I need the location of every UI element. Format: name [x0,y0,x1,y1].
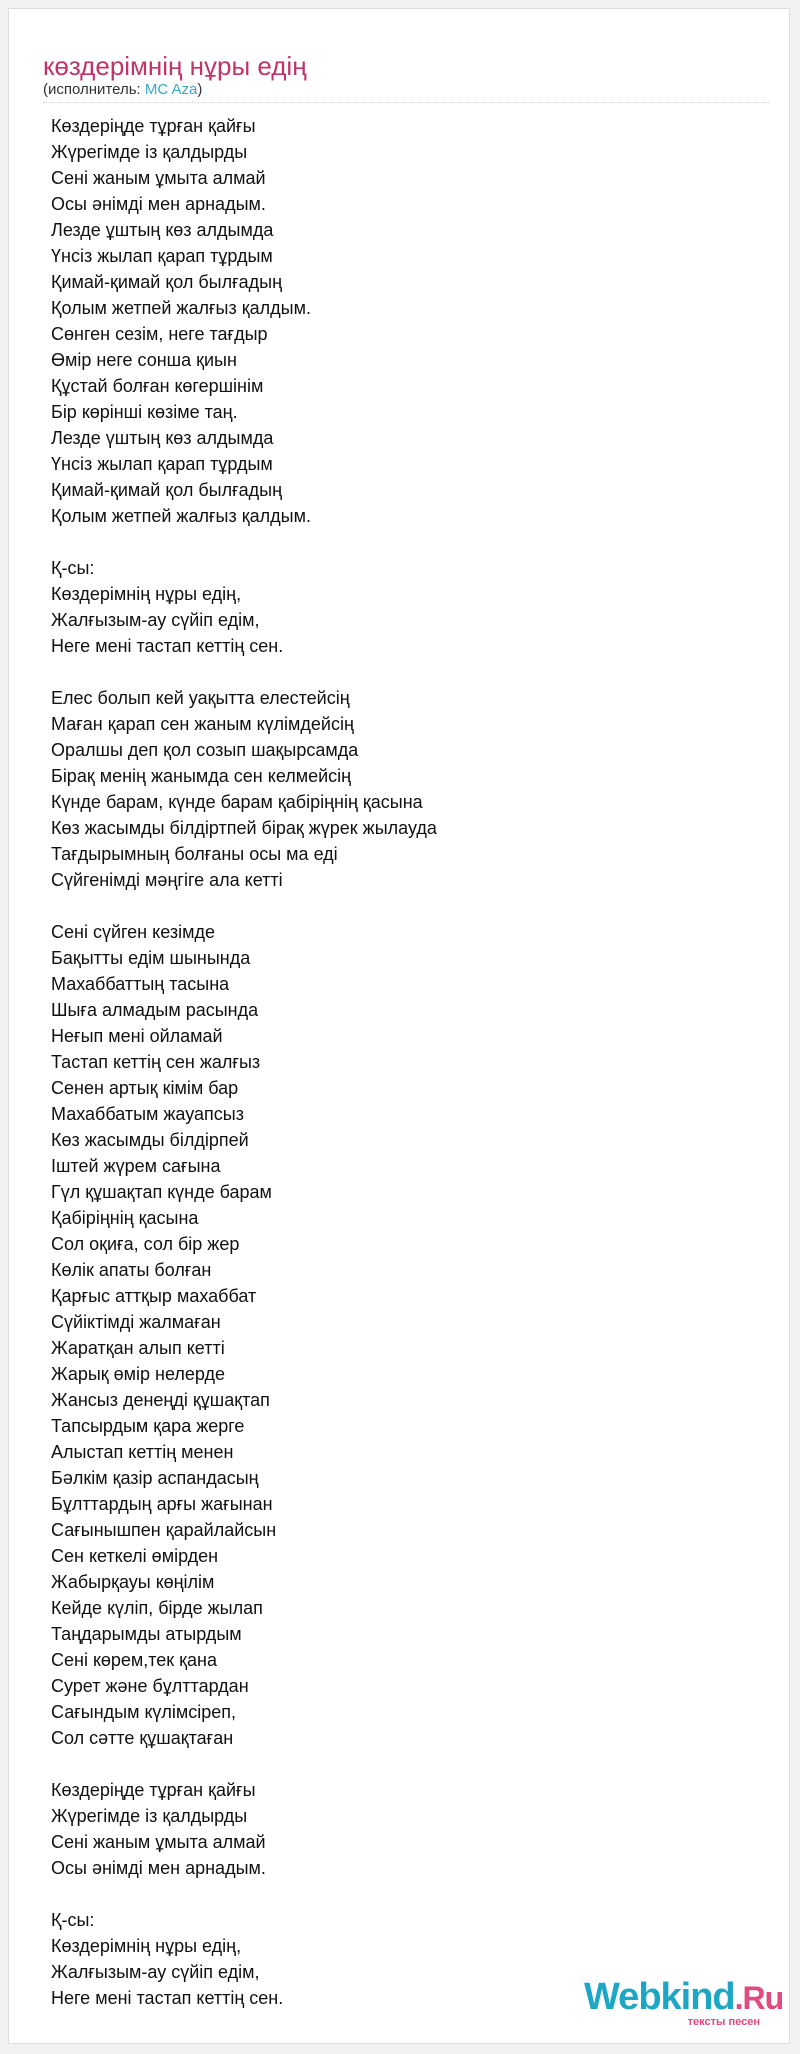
stanza-break [51,529,437,555]
lyric-line: Неғып мені ойламай [51,1026,223,1046]
lyric-line: Үнсіз жылап қарап тұрдым [51,246,273,266]
lyric-line: Көз жасымды білдірпей [51,1130,249,1150]
stanza-break [51,659,437,685]
lyric-line: Сені сүйген кезімде [51,922,215,942]
lyric-line: Сол сәтте құшақтаған [51,1728,234,1748]
lyric-line: Неге мені тастап кеттің сен. [51,636,284,656]
lyric-line: Бақытты едім шынында [51,948,251,968]
logo-tagline: тексты песен [687,2016,760,2028]
lyric-line: Іштей жүрем сағына [51,1156,221,1176]
stanza-break [51,1751,437,1777]
lyric-line: Көздерімнің нұры едің, [51,1936,242,1956]
lyric-line: Сол оқиға, сол бір жер [51,1234,240,1254]
lyric-line: Сурет және бұлттардан [51,1676,249,1696]
lyric-line: Қимай-қимай қол былғадың [51,272,283,292]
lyric-line: Жансыз денеңді құшақтап [51,1390,270,1410]
lyric-line: Лезде үштың көз алдымда [51,428,274,448]
lyric-line: Көлік апаты болған [51,1260,212,1280]
lyric-line: Қ-сы: [51,1910,95,1930]
lyric-line: Шыға алмадым расында [51,1000,259,1020]
lyric-line: Күнде барам, күнде барам қабіріңнің қасына [51,792,423,812]
lyric-line: Неге мені тастап кеттің сен. [51,1988,284,2008]
lyric-line: Тастап кеттің сен жалғыз [51,1052,261,1072]
title-divider [43,102,769,103]
logo-name: Webkind [584,1976,735,2018]
lyric-line: Жалғызым-ау сүйіп едім, [51,610,260,630]
lyric-line: Сөнген сезім, неге тағдыр [51,324,268,344]
lyrics-text [51,113,437,2011]
logo-wordmark [584,1976,783,2019]
lyric-line: Махаббатым жауапсыз [51,1104,244,1124]
lyric-line: Жабырқауы көңілім [51,1572,215,1592]
lyric-line: Көздерімнің нұры едің, [51,584,242,604]
artist-suffix: ) [197,81,203,98]
lyric-line: Жүрегімде із қалдырды [51,142,248,162]
lyric-line: Бірақ менің жанымда сен келмейсің [51,766,352,786]
lyric-line: Сүйгенімді мәңгіге ала кетті [51,870,283,890]
lyric-line: Оралшы деп қол созып шақырсамда [51,740,359,760]
lyric-line: Сенен артық кімім бар [51,1078,239,1098]
artist-link[interactable]: MC Aza [144,81,198,98]
logo-tld: .Ru [734,1980,784,2016]
lyric-line: Көз жасымды білдіртпей бірақ жүрек жылауда [51,818,437,838]
lyric-line: Сені жаным ұмыта алмай [51,1832,266,1852]
lyric-line: Жүрегімде із қалдырды [51,1806,248,1826]
lyric-line: Жаратқан алып кетті [51,1338,225,1358]
lyric-line: Маған қарап сен жаным күлімдейсің [51,714,354,734]
stanza-break [51,1881,437,1907]
stanza-break [51,893,437,919]
lyric-line: Жарық өмір нелерде [51,1364,226,1384]
lyric-line: Қабіріңнің қасына [51,1208,199,1228]
lyric-line: Қимай-қимай қол былғадың [51,480,283,500]
song-title: көздерімнің нұры едің [43,51,307,81]
lyric-line: Қолым жетпей жалғыз қалдым. [51,298,311,318]
lyric-line: Сүйіктімді жалмаған [51,1312,221,1332]
lyric-line: Лезде ұштың көз алдымда [51,220,274,240]
artist-prefix: (исполнитель: [43,81,145,98]
lyric-line: Қарғыс аттқыр махаббат [51,1286,257,1306]
lyric-line: Тапсырдым қара жерге [51,1416,245,1436]
lyrics-card [8,8,790,2044]
lyric-line: Үнсіз жылап қарап тұрдым [51,454,273,474]
lyric-line: Сағындым күлімсіреп, [51,1702,236,1722]
lyric-line: Бұлттардың арғы жағынан [51,1494,273,1514]
lyric-line: Сені жаным ұмыта алмай [51,168,266,188]
lyric-line: Алыстап кеттің менен [51,1442,234,1462]
lyric-line: Көздеріңде тұрған қайғы [51,116,256,136]
lyric-line: Тағдырымның болғаны осы ма еді [51,844,338,864]
lyric-line: Құстай болған көгершінім [51,376,264,396]
lyric-line: Елес болып кей уақытта елестейсің [51,688,350,708]
lyric-line: Қолым жетпей жалғыз қалдым. [51,506,311,526]
lyric-line: Бір көрінші көзіме таң. [51,402,238,422]
lyric-line: Өмір неге сонша қиын [51,350,237,370]
lyric-line: Жалғызым-ау сүйіп едім, [51,1962,260,1982]
lyric-line: Көздеріңде тұрған қайғы [51,1780,256,1800]
lyric-line: Осы әнімді мен арнадым. [51,1858,266,1878]
lyric-line: Махаббаттың тасына [51,974,230,994]
lyric-line: Сені көрем,тек қана [51,1650,217,1670]
artist-line [43,81,202,99]
lyric-line: Кейде күліп, бірде жылап [51,1598,263,1618]
lyric-line: Гүл құшақтап күнде барам [51,1182,272,1202]
site-logo[interactable] [584,1976,784,2032]
lyric-line: Осы әнімді мен арнадым. [51,194,266,214]
lyric-line: Сен кеткелі өмірден [51,1546,219,1566]
lyric-line: Сағынышпен қарайлайсын [51,1520,277,1540]
lyric-line: Бәлкім қазір аспандасың [51,1468,259,1488]
lyric-line: Қ-сы: [51,558,95,578]
lyric-line: Таңдарымды атырдым [51,1624,242,1644]
